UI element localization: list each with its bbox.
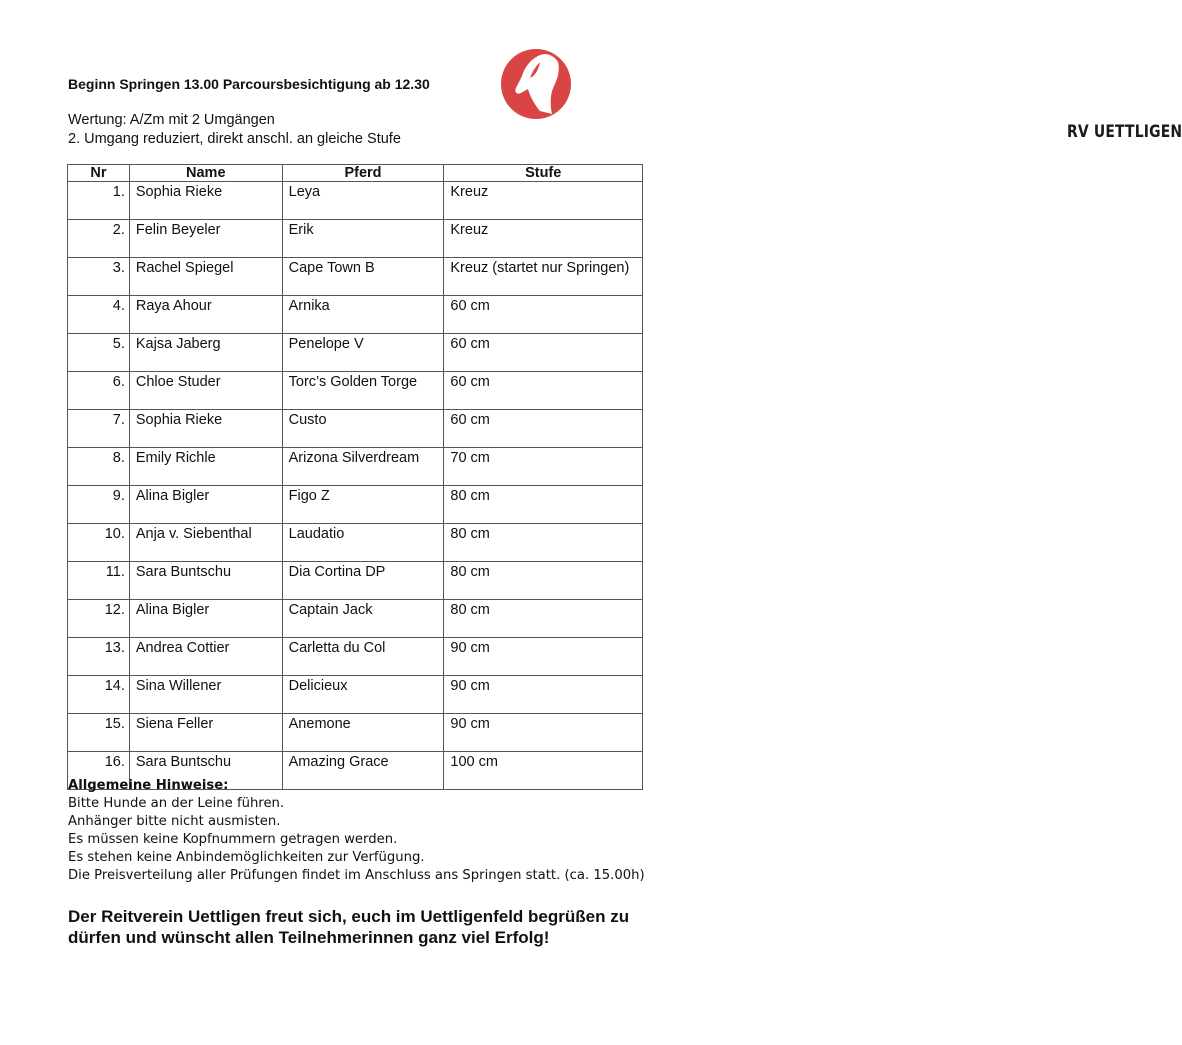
cell-pferd: Captain Jack [282, 600, 444, 638]
cell-stufe: 60 cm [444, 372, 643, 410]
cell-name: Siena Feller [129, 714, 282, 752]
cell-pferd: Arnika [282, 296, 444, 334]
note-line: Bitte Hunde an der Leine führen. [68, 796, 285, 811]
closing-message: Der Reitverein Uettligen freut sich, euch im Uettligenfeld begrüßen zu dürfen und wünscht allen Teilnehmerinnen ganz viel Erfolg! [68, 907, 630, 947]
note-line: Anhänger bitte nicht ausmisten. [68, 814, 281, 829]
table-row [68, 220, 643, 258]
cell-stufe: Kreuz (startet nur Springen) [444, 258, 643, 296]
cell-name: Sophia Rieke [129, 182, 282, 220]
table-row [68, 334, 643, 372]
cell-stufe: 90 cm [444, 714, 643, 752]
table-row [68, 448, 643, 486]
column-header-pferd: Pferd [282, 165, 444, 182]
cell-nr: 13. [68, 638, 130, 676]
note-line: Es müssen keine Kopfnummern getragen werden. [68, 832, 398, 847]
cell-stufe: 100 cm [444, 752, 643, 790]
cell-stufe: 80 cm [444, 524, 643, 562]
cell-nr: 15. [68, 714, 130, 752]
cell-name: Kajsa Jaberg [129, 334, 282, 372]
cell-pferd: Amazing Grace [282, 752, 444, 790]
cell-pferd: Torc’s Golden Torge [282, 372, 444, 410]
cell-name: Sara Buntschu [129, 562, 282, 600]
cell-nr: 5. [68, 334, 130, 372]
rv-uettligen-logo [500, 42, 1182, 142]
cell-pferd: Dia Cortina DP [282, 562, 444, 600]
horse-head-icon [500, 42, 580, 126]
general-notes [68, 777, 645, 885]
cell-stufe: 60 cm [444, 334, 643, 372]
cell-stufe: 80 cm [444, 562, 643, 600]
cell-pferd: Anemone [282, 714, 444, 752]
cell-nr: 7. [68, 410, 130, 448]
note-line: Es stehen keine Anbindemöglichkeiten zur Verfügung. [68, 850, 425, 865]
cell-nr: 6. [68, 372, 130, 410]
cell-nr: 3. [68, 258, 130, 296]
cell-name: Sara Buntschu [129, 752, 282, 790]
cell-stufe: Kreuz [444, 182, 643, 220]
table-row [68, 296, 643, 334]
table-row [68, 714, 643, 752]
wertung-line: Wertung: A/Zm mit 2 Umgängen [68, 112, 275, 128]
starter-table [67, 164, 643, 790]
table-row [68, 638, 643, 676]
cell-name: Raya Ahour [129, 296, 282, 334]
column-header-name: Name [129, 165, 282, 182]
logo-text: RV UETTLIGEN [1067, 122, 1182, 142]
cell-stufe: Kreuz [444, 220, 643, 258]
cell-pferd: Carletta du Col [282, 638, 444, 676]
cell-name: Sophia Rieke [129, 410, 282, 448]
cell-pferd: Arizona Silverdream [282, 448, 444, 486]
cell-nr: 14. [68, 676, 130, 714]
cell-stufe: 80 cm [444, 486, 643, 524]
column-header-nr: Nr [68, 165, 130, 182]
cell-stufe: 90 cm [444, 638, 643, 676]
cell-nr: 9. [68, 486, 130, 524]
cell-stufe: 90 cm [444, 676, 643, 714]
cell-pferd: Erik [282, 220, 444, 258]
cell-stufe: 60 cm [444, 296, 643, 334]
cell-pferd: Leya [282, 182, 444, 220]
page-heading: Beginn Springen 13.00 Parcoursbesichtigung ab 12.30 [68, 76, 430, 92]
cell-name: Alina Bigler [129, 600, 282, 638]
cell-pferd: Laudatio [282, 524, 444, 562]
cell-nr: 1. [68, 182, 130, 220]
cell-name: Chloe Studer [129, 372, 282, 410]
cell-nr: 2. [68, 220, 130, 258]
cell-name: Emily Richle [129, 448, 282, 486]
wertung-line: 2. Umgang reduziert, direkt anschl. an gleiche Stufe [68, 131, 401, 147]
cell-pferd: Cape Town B [282, 258, 444, 296]
cell-nr: 10. [68, 524, 130, 562]
table-row [68, 258, 643, 296]
cell-name: Andrea Cottier [129, 638, 282, 676]
cell-nr: 16. [68, 752, 130, 790]
wertung-block [68, 111, 401, 149]
cell-name: Felin Beyeler [129, 220, 282, 258]
cell-nr: 4. [68, 296, 130, 334]
cell-stufe: 80 cm [444, 600, 643, 638]
cell-pferd: Figo Z [282, 486, 444, 524]
cell-pferd: Penelope V [282, 334, 444, 372]
table-row [68, 486, 643, 524]
table-row [68, 676, 643, 714]
cell-nr: 12. [68, 600, 130, 638]
cell-name: Sina Willener [129, 676, 282, 714]
cell-nr: 11. [68, 562, 130, 600]
table-row [68, 372, 643, 410]
table-header-row [68, 165, 643, 182]
notes-title: Allgemeine Hinweise: [68, 778, 229, 793]
table-body [68, 182, 643, 790]
cell-name: Rachel Spiegel [129, 258, 282, 296]
cell-stufe: 70 cm [444, 448, 643, 486]
cell-pferd: Delicieux [282, 676, 444, 714]
cell-name: Anja v. Siebenthal [129, 524, 282, 562]
cell-pferd: Custo [282, 410, 444, 448]
table-row [68, 182, 643, 220]
cell-stufe: 60 cm [444, 410, 643, 448]
note-line: Die Preisverteilung aller Prüfungen findet im Anschluss ans Springen statt. (ca. 15.00h) [68, 868, 645, 883]
table-row [68, 524, 643, 562]
table-row [68, 562, 643, 600]
column-header-stufe: Stufe [444, 165, 643, 182]
table-row [68, 410, 643, 448]
cell-name: Alina Bigler [129, 486, 282, 524]
cell-nr: 8. [68, 448, 130, 486]
table-row [68, 600, 643, 638]
